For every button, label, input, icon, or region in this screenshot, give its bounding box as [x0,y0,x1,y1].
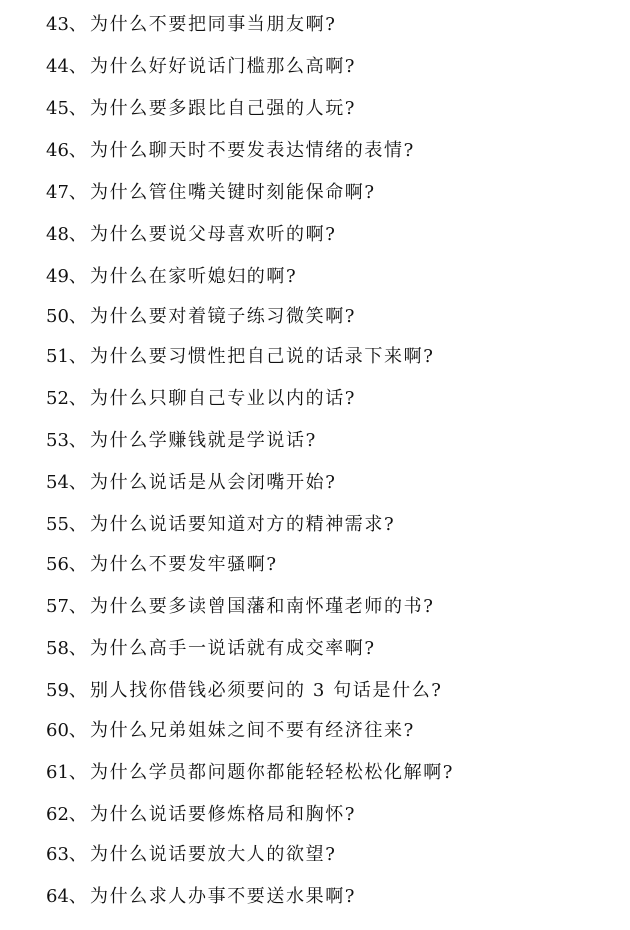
list-item [46,468,336,498]
item-number: 59、 [46,680,87,701]
item-text: 为什么不要把同事当朋友啊? [90,14,337,35]
item-number: 49、 [46,266,87,287]
item-number: 44、 [46,56,87,77]
list-item [46,550,278,580]
item-text: 为什么学赚钱就是学说话? [90,430,317,451]
list-item [46,178,376,208]
item-text: 为什么好好说话门槛那么高啊? [90,56,357,77]
list-item [46,342,434,372]
item-text: 为什么学员都问题你都能轻轻松松化解啊? [90,762,455,783]
item-text: 为什么要对着镜子练习微笑啊? [90,306,357,327]
item-number: 48、 [46,224,87,245]
item-number: 55、 [46,514,87,535]
item-text: 为什么聊天时不要发表达情绪的表情? [90,140,415,161]
item-number: 50、 [46,306,87,327]
list-item [46,716,415,746]
item-number: 47、 [46,182,87,203]
list-item [46,882,356,912]
list-item [46,800,356,830]
list-item [46,592,434,622]
item-number: 60、 [46,720,87,741]
item-text: 为什么不要发牢骚啊? [90,554,278,575]
item-number: 58、 [46,638,87,659]
list-item [46,510,395,540]
list-item [46,262,297,292]
list-item [46,634,376,664]
item-text: 为什么高手一说话就有成交率啊? [90,638,376,659]
item-number: 43、 [46,14,87,35]
item-text: 为什么只聊自己专业以内的话? [90,388,357,409]
list-item [46,136,415,166]
item-text: 为什么要多读曾国藩和南怀瑾老师的书? [90,596,435,617]
item-number: 53、 [46,430,87,451]
item-number: 63、 [46,844,87,865]
item-text: 为什么说话要修炼格局和胸怀? [90,804,357,825]
item-number: 57、 [46,596,87,617]
list-item [46,840,336,870]
item-text: 为什么说话要放大人的欲望? [90,844,337,865]
item-number: 45、 [46,98,87,119]
list-item [46,94,356,124]
item-number: 46、 [46,140,87,161]
item-text: 为什么要多跟比自己强的人玩? [90,98,357,119]
item-number: 64、 [46,886,87,907]
item-text: 为什么求人办事不要送水果啊? [90,886,357,907]
item-number: 52、 [46,388,87,409]
list-item [46,676,443,706]
list-item [46,426,317,456]
item-text: 别人找你借钱必须要问的 3 句话是什么? [90,680,443,701]
item-number: 51、 [46,346,87,367]
item-text: 为什么兄弟姐妹之间不要有经济往来? [90,720,415,741]
list-item [46,10,336,40]
item-text: 为什么要习惯性把自己说的话录下来啊? [90,346,435,367]
item-number: 61、 [46,762,87,783]
item-number: 62、 [46,804,87,825]
item-text: 为什么在家听媳妇的啊? [90,266,298,287]
list-item [46,52,356,82]
item-number: 56、 [46,554,87,575]
list-item [46,302,356,332]
item-text: 为什么说话是从会闭嘴开始? [90,472,337,493]
item-text: 为什么要说父母喜欢听的啊? [90,224,337,245]
item-number: 54、 [46,472,87,493]
item-text: 为什么说话要知道对方的精神需求? [90,514,396,535]
list-item [46,384,356,414]
list-item [46,220,336,250]
list-item [46,758,454,788]
item-text: 为什么管住嘴关键时刻能保命啊? [90,182,376,203]
